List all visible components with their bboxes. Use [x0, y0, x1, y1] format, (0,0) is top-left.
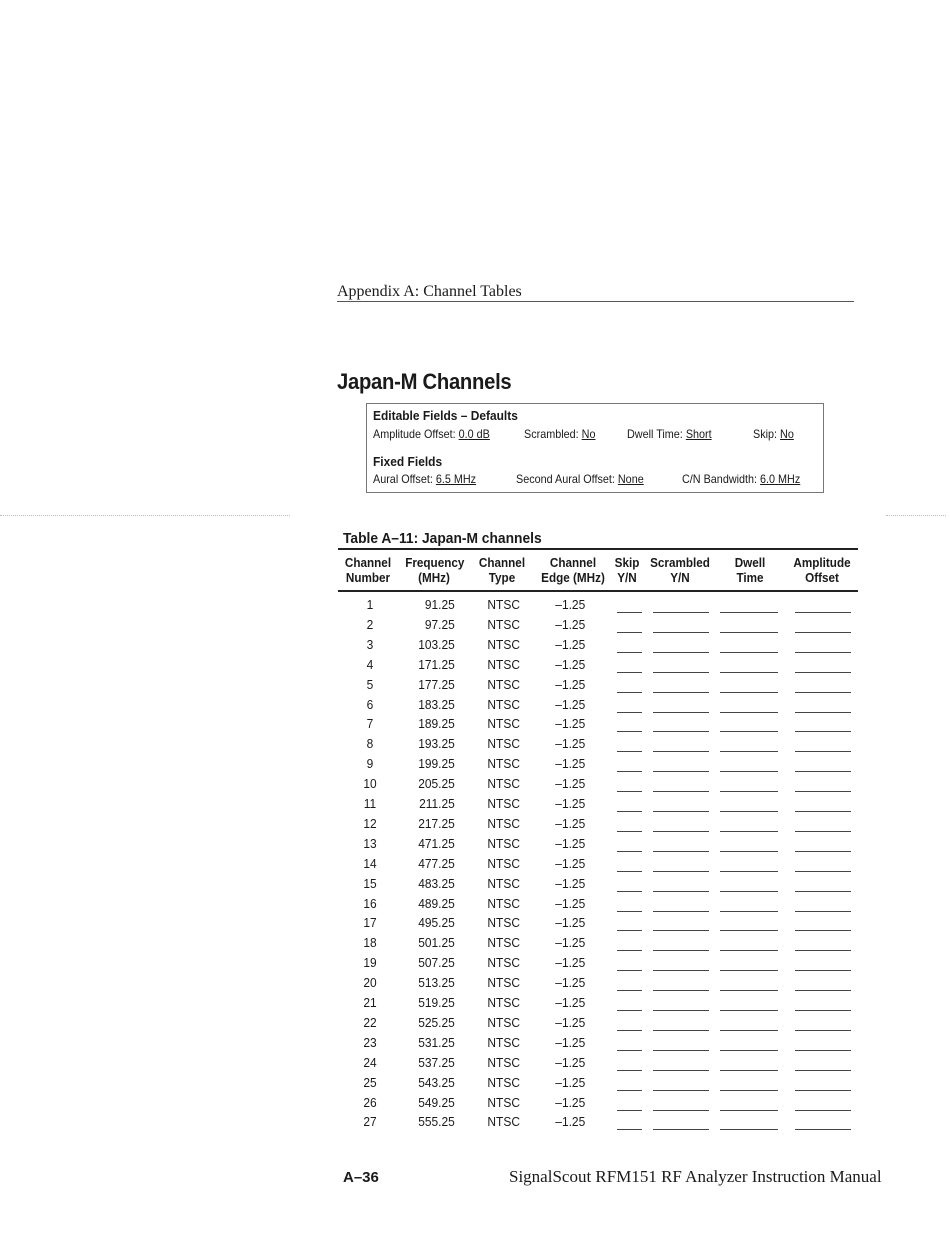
amplitude-offset-blank — [795, 831, 851, 832]
scrambled-blank — [653, 871, 709, 872]
cell-channel-number: 24 — [363, 1055, 377, 1070]
cell-frequency: 471.25 — [418, 836, 455, 851]
cell-channel-edge: –1.25 — [555, 756, 586, 771]
cell-channel-type: NTSC — [487, 657, 520, 672]
skip-blank — [617, 1110, 642, 1111]
cell-channel-type: NTSC — [487, 637, 520, 652]
dwell-time-blank — [720, 911, 778, 912]
skip-blank — [617, 672, 642, 673]
cell-channel-type: NTSC — [487, 756, 520, 771]
dwell-time-blank — [720, 990, 778, 991]
fixed-fields-heading: Fixed Fields — [373, 454, 443, 469]
cell-channel-type: NTSC — [487, 796, 520, 811]
cell-frequency: 205.25 — [418, 776, 455, 791]
cell-channel-edge: –1.25 — [555, 816, 586, 831]
editable-amplitude-offset: Amplitude Offset: 0.0 dB — [373, 427, 490, 441]
cell-channel-number: 14 — [363, 856, 377, 871]
editable-skip: Skip: No — [753, 427, 794, 441]
scrambled-blank — [653, 692, 709, 693]
cell-channel-type: NTSC — [487, 736, 520, 751]
dwell-time-blank — [720, 1030, 778, 1031]
dwell-time-blank — [720, 751, 778, 752]
cell-frequency: 501.25 — [418, 935, 455, 950]
cell-channel-number: 27 — [363, 1114, 377, 1129]
amplitude-offset-blank — [795, 891, 851, 892]
cell-frequency: 555.25 — [418, 1114, 455, 1129]
cell-channel-number: 9 — [366, 756, 374, 771]
cell-frequency: 549.25 — [418, 1095, 455, 1110]
cell-frequency: 177.25 — [418, 677, 455, 692]
scrambled-blank — [653, 1070, 709, 1071]
dwell-time-blank — [720, 1010, 778, 1011]
cell-channel-type: NTSC — [487, 995, 520, 1010]
skip-blank — [617, 970, 642, 971]
cell-channel-number: 11 — [363, 796, 377, 811]
cell-channel-edge: –1.25 — [555, 776, 586, 791]
header-channel-edge: Channel Edge (MHz) — [541, 555, 605, 585]
amplitude-offset-blank — [795, 950, 851, 951]
cell-channel-number: 15 — [363, 876, 377, 891]
amplitude-offset-blank — [795, 970, 851, 971]
scrambled-blank — [653, 891, 709, 892]
cell-frequency: 489.25 — [418, 896, 455, 911]
cell-channel-edge: –1.25 — [555, 1114, 586, 1129]
cell-frequency: 507.25 — [418, 955, 455, 970]
cell-channel-type: NTSC — [487, 1035, 520, 1050]
dwell-time-blank — [720, 1050, 778, 1051]
fixed-second-aural-offset: Second Aural Offset: None — [516, 472, 644, 486]
table-caption: Table A–11: Japan-M channels — [343, 530, 542, 547]
cell-channel-number: 13 — [363, 836, 377, 851]
dwell-time-blank — [720, 930, 778, 931]
fixed-aural-offset: Aural Offset: 6.5 MHz — [373, 472, 477, 486]
editable-scrambled: Scrambled: No — [524, 427, 596, 441]
cell-channel-type: NTSC — [487, 935, 520, 950]
editable-fields-heading: Editable Fields – Defaults — [373, 408, 518, 423]
editable-dwell-time: Dwell Time: Short — [627, 427, 712, 441]
cell-channel-edge: –1.25 — [555, 657, 586, 672]
cell-channel-edge: –1.25 — [555, 836, 586, 851]
cell-channel-number: 7 — [366, 716, 374, 731]
skip-blank — [617, 851, 642, 852]
amplitude-offset-blank — [795, 771, 851, 772]
cell-channel-type: NTSC — [487, 836, 520, 851]
header-rule — [337, 301, 854, 302]
cell-channel-type: NTSC — [487, 856, 520, 871]
cell-channel-edge: –1.25 — [555, 935, 586, 950]
cell-channel-type: NTSC — [487, 1114, 520, 1129]
cell-frequency: 483.25 — [418, 876, 455, 891]
cell-channel-number: 17 — [363, 915, 377, 930]
amplitude-offset-blank — [795, 731, 851, 732]
cell-channel-number: 10 — [363, 776, 377, 791]
cell-frequency: 519.25 — [418, 995, 455, 1010]
cell-channel-type: NTSC — [487, 876, 520, 891]
scrambled-blank — [653, 731, 709, 732]
header-dwell-time: Dwell Time — [734, 555, 766, 585]
skip-blank — [617, 831, 642, 832]
dwell-time-blank — [720, 652, 778, 653]
cell-channel-number: 21 — [363, 995, 377, 1010]
skip-blank — [617, 1050, 642, 1051]
dwell-time-blank — [720, 831, 778, 832]
dwell-time-blank — [720, 811, 778, 812]
amplitude-offset-blank — [795, 1110, 851, 1111]
cell-channel-edge: –1.25 — [555, 637, 586, 652]
amplitude-offset-blank — [795, 1010, 851, 1011]
amplitude-offset-blank — [795, 612, 851, 613]
dwell-time-blank — [720, 970, 778, 971]
header-skip: Skip Y/N — [614, 555, 640, 585]
cell-frequency: 513.25 — [418, 975, 455, 990]
cell-frequency: 103.25 — [418, 637, 455, 652]
cell-channel-edge: –1.25 — [555, 597, 586, 612]
cell-channel-edge: –1.25 — [555, 1055, 586, 1070]
skip-blank — [617, 1129, 642, 1130]
cell-channel-number: 22 — [363, 1015, 377, 1030]
amplitude-offset-blank — [795, 1030, 851, 1031]
footer-manual-title: SignalScout RFM151 RF Analyzer Instruction Manual — [509, 1167, 882, 1186]
cell-frequency: 189.25 — [418, 716, 455, 731]
cell-frequency: 495.25 — [418, 915, 455, 930]
skip-blank — [617, 692, 642, 693]
scrambled-blank — [653, 652, 709, 653]
right-margin-rule — [886, 515, 946, 516]
scrambled-blank — [653, 1110, 709, 1111]
dwell-time-blank — [720, 632, 778, 633]
amplitude-offset-blank — [795, 751, 851, 752]
scrambled-blank — [653, 712, 709, 713]
dwell-time-blank — [720, 950, 778, 951]
amplitude-offset-blank — [795, 652, 851, 653]
scrambled-blank — [653, 1050, 709, 1051]
cell-channel-number: 16 — [363, 896, 377, 911]
cell-channel-edge: –1.25 — [555, 955, 586, 970]
cell-channel-number: 1 — [366, 597, 374, 612]
amplitude-offset-blank — [795, 1050, 851, 1051]
scrambled-blank — [653, 1090, 709, 1091]
cell-frequency: 531.25 — [418, 1035, 455, 1050]
skip-blank — [617, 751, 642, 752]
cell-channel-edge: –1.25 — [555, 856, 586, 871]
cell-channel-edge: –1.25 — [555, 995, 586, 1010]
cell-channel-type: NTSC — [487, 1055, 520, 1070]
cell-channel-number: 6 — [366, 697, 374, 712]
cell-channel-edge: –1.25 — [555, 1095, 586, 1110]
cell-channel-edge: –1.25 — [555, 896, 586, 911]
dwell-time-blank — [720, 791, 778, 792]
skip-blank — [617, 771, 642, 772]
cell-channel-type: NTSC — [487, 677, 520, 692]
cell-frequency: 183.25 — [418, 697, 455, 712]
scrambled-blank — [653, 911, 709, 912]
skip-blank — [617, 1090, 642, 1091]
cell-frequency: 171.25 — [418, 657, 455, 672]
scrambled-blank — [653, 771, 709, 772]
skip-blank — [617, 632, 642, 633]
table-header-rule — [338, 590, 858, 592]
cell-frequency: 199.25 — [418, 756, 455, 771]
dwell-time-blank — [720, 871, 778, 872]
amplitude-offset-blank — [795, 930, 851, 931]
amplitude-offset-blank — [795, 1070, 851, 1071]
cell-channel-number: 4 — [366, 657, 374, 672]
header-channel-type: Channel Type — [478, 555, 526, 585]
scrambled-blank — [653, 751, 709, 752]
cell-channel-edge: –1.25 — [555, 617, 586, 632]
skip-blank — [617, 891, 642, 892]
cell-channel-number: 20 — [363, 975, 377, 990]
scrambled-blank — [653, 632, 709, 633]
skip-blank — [617, 950, 642, 951]
skip-blank — [617, 731, 642, 732]
cell-channel-type: NTSC — [487, 1075, 520, 1090]
scrambled-blank — [653, 1030, 709, 1031]
skip-blank — [617, 930, 642, 931]
dwell-time-blank — [720, 1110, 778, 1111]
cell-channel-number: 18 — [363, 935, 377, 950]
scrambled-blank — [653, 970, 709, 971]
skip-blank — [617, 1030, 642, 1031]
cell-channel-number: 8 — [366, 736, 374, 751]
amplitude-offset-blank — [795, 791, 851, 792]
dwell-time-blank — [720, 851, 778, 852]
skip-blank — [617, 911, 642, 912]
scrambled-blank — [653, 1129, 709, 1130]
header-channel-number: Channel Number — [344, 555, 392, 585]
amplitude-offset-blank — [795, 1129, 851, 1130]
skip-blank — [617, 1070, 642, 1071]
cell-channel-edge: –1.25 — [555, 796, 586, 811]
cell-frequency: 91.25 — [424, 597, 455, 612]
skip-blank — [617, 712, 642, 713]
running-head: Appendix A: Channel Tables — [337, 283, 522, 300]
header-scrambled: Scrambled Y/N — [650, 555, 710, 585]
cell-channel-type: NTSC — [487, 896, 520, 911]
cell-channel-edge: –1.25 — [555, 1035, 586, 1050]
cell-frequency: 97.25 — [424, 617, 455, 632]
dwell-time-blank — [720, 712, 778, 713]
table-top-rule — [338, 548, 858, 550]
cell-channel-type: NTSC — [487, 776, 520, 791]
cell-frequency: 217.25 — [418, 816, 455, 831]
dwell-time-blank — [720, 1070, 778, 1071]
scrambled-blank — [653, 831, 709, 832]
skip-blank — [617, 871, 642, 872]
dwell-time-blank — [720, 1090, 778, 1091]
fixed-cn-bandwidth: C/N Bandwidth: 6.0 MHz — [682, 472, 801, 486]
cell-channel-number: 3 — [366, 637, 374, 652]
skip-blank — [617, 990, 642, 991]
amplitude-offset-blank — [795, 990, 851, 991]
scrambled-blank — [653, 672, 709, 673]
cell-frequency: 211.25 — [419, 796, 455, 811]
dwell-time-blank — [720, 692, 778, 693]
cell-channel-edge: –1.25 — [555, 677, 586, 692]
cell-channel-edge: –1.25 — [555, 876, 586, 891]
cell-channel-number: 12 — [363, 816, 377, 831]
cell-channel-type: NTSC — [487, 597, 520, 612]
cell-channel-number: 19 — [363, 955, 377, 970]
amplitude-offset-blank — [795, 811, 851, 812]
cell-channel-type: NTSC — [487, 955, 520, 970]
amplitude-offset-blank — [795, 851, 851, 852]
header-frequency: Frequency (MHz) — [405, 555, 465, 585]
scrambled-blank — [653, 811, 709, 812]
skip-blank — [617, 612, 642, 613]
cell-channel-type: NTSC — [487, 697, 520, 712]
amplitude-offset-blank — [795, 871, 851, 872]
dwell-time-blank — [720, 731, 778, 732]
cell-channel-edge: –1.25 — [555, 736, 586, 751]
dwell-time-blank — [720, 612, 778, 613]
cell-channel-edge: –1.25 — [555, 975, 586, 990]
skip-blank — [617, 791, 642, 792]
cell-channel-number: 5 — [366, 677, 374, 692]
cell-channel-type: NTSC — [487, 915, 520, 930]
cell-channel-edge: –1.25 — [555, 716, 586, 731]
cell-frequency: 537.25 — [418, 1055, 455, 1070]
cell-channel-edge: –1.25 — [555, 915, 586, 930]
cell-frequency: 477.25 — [418, 856, 455, 871]
cell-channel-number: 2 — [366, 617, 374, 632]
defaults-box — [366, 403, 824, 493]
amplitude-offset-blank — [795, 692, 851, 693]
cell-channel-edge: –1.25 — [555, 1015, 586, 1030]
amplitude-offset-blank — [795, 672, 851, 673]
cell-frequency: 543.25 — [418, 1075, 455, 1090]
dwell-time-blank — [720, 891, 778, 892]
skip-blank — [617, 652, 642, 653]
cell-channel-edge: –1.25 — [555, 1075, 586, 1090]
page-title: Japan-M Channels — [337, 369, 512, 394]
amplitude-offset-blank — [795, 632, 851, 633]
cell-channel-type: NTSC — [487, 617, 520, 632]
cell-channel-type: NTSC — [487, 975, 520, 990]
dwell-time-blank — [720, 672, 778, 673]
amplitude-offset-blank — [795, 712, 851, 713]
cell-channel-type: NTSC — [487, 716, 520, 731]
cell-channel-type: NTSC — [487, 816, 520, 831]
page-number: A–36 — [343, 1169, 379, 1186]
scrambled-blank — [653, 950, 709, 951]
scrambled-blank — [653, 930, 709, 931]
amplitude-offset-blank — [795, 1090, 851, 1091]
cell-channel-type: NTSC — [487, 1095, 520, 1110]
scrambled-blank — [653, 990, 709, 991]
cell-channel-number: 25 — [363, 1075, 377, 1090]
skip-blank — [617, 1010, 642, 1011]
scrambled-blank — [653, 791, 709, 792]
dwell-time-blank — [720, 771, 778, 772]
dwell-time-blank — [720, 1129, 778, 1130]
cell-frequency: 193.25 — [418, 736, 455, 751]
amplitude-offset-blank — [795, 911, 851, 912]
cell-channel-type: NTSC — [487, 1015, 520, 1030]
cell-frequency: 525.25 — [418, 1015, 455, 1030]
scrambled-blank — [653, 851, 709, 852]
scrambled-blank — [653, 1010, 709, 1011]
skip-blank — [617, 811, 642, 812]
cell-channel-number: 26 — [363, 1095, 377, 1110]
scrambled-blank — [653, 612, 709, 613]
header-amplitude-offset: Amplitude Offset — [793, 555, 851, 585]
cell-channel-edge: –1.25 — [555, 697, 586, 712]
left-margin-rule — [0, 515, 290, 516]
cell-channel-number: 23 — [363, 1035, 377, 1050]
